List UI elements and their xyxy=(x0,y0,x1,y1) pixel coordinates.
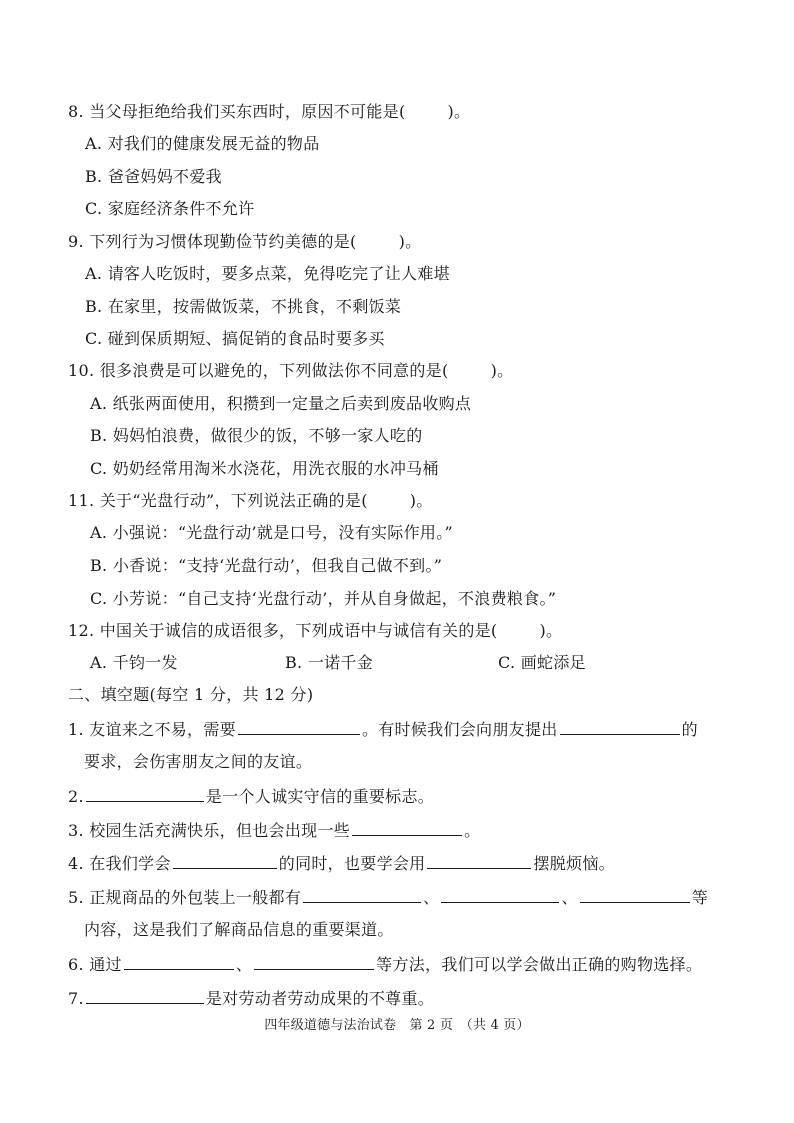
answer-blank xyxy=(254,954,374,970)
question-10-option-c: C. 奶奶经常用淘米水浇花，用洗衣服的水冲马桶 xyxy=(90,459,439,478)
question-11-option-b: B. 小香说：“支持‘光盘行动’，但我自己做不到。” xyxy=(90,556,443,575)
question-9-option-c: C. 碰到保质期短、搞促销的食品时要多买 xyxy=(85,329,385,348)
question-8-option-b: B. 爸爸妈妈不爱我 xyxy=(85,167,222,186)
question-9-option-a: A. 请客人吃饭时，要多点菜，免得吃完了让人难堪 xyxy=(85,264,450,283)
question-12-option-a: A. 千钧一发 xyxy=(90,653,178,672)
question-9-option-b: B. 在家里，按需做饭菜，不挑食，不剩饭菜 xyxy=(85,297,402,316)
question-10-option-b: B. 妈妈怕浪费，做很少的饭，不够一家人吃的 xyxy=(90,426,423,445)
fill-3: 3. 校园生活充满快乐，但也会出现一些 。 xyxy=(68,821,481,840)
fill-4: 4. 在我们学会 的同时，也要学会用 摆脱烦恼。 xyxy=(68,854,615,873)
answer-blank xyxy=(352,820,462,836)
fill-5: 5. 正规商品的外包装上一般都有 、 、 等 xyxy=(68,888,709,907)
answer-blank xyxy=(441,887,559,903)
question-12-stem: 12. 中国关于诚信的成语很多，下列成语中与诚信有关的是( )。 xyxy=(68,621,563,640)
question-11-stem: 11. 关于“光盘行动”，下列说法正确的是( )。 xyxy=(68,491,433,510)
page-footer: 四年级道德与法治试卷 第 2 页 （共 4 页） xyxy=(264,1018,530,1033)
question-8-stem: 8. 当父母拒绝给我们买东西时，原因不可能是( )。 xyxy=(68,102,471,121)
answer-blank xyxy=(580,887,690,903)
answer-blank xyxy=(560,719,680,735)
question-8-option-a: A. 对我们的健康发展无益的物品 xyxy=(85,134,320,153)
question-10-option-a: A. 纸张两面使用，积攒到一定量之后卖到废品收购点 xyxy=(90,394,472,413)
answer-blank xyxy=(303,887,421,903)
fill-2: 2. 是一个人诚实守信的重要标志。 xyxy=(68,787,435,806)
question-12-option-b: B. 一诺千金 xyxy=(285,653,374,672)
answer-blank xyxy=(86,786,204,802)
answer-blank xyxy=(86,988,204,1004)
fill-1-continued: 要求，会伤害朋友之间的友谊。 xyxy=(84,752,313,771)
fill-5-continued: 内容，这是我们了解商品信息的重要渠道。 xyxy=(84,920,394,939)
question-10-stem: 10. 很多浪费是可以避免的，下列做法你不同意的是( )。 xyxy=(68,361,514,380)
question-12-option-c: C. 画蛇添足 xyxy=(498,653,586,672)
fill-6: 6. 通过 、 等方法，我们可以学会做出正确的购物选择。 xyxy=(68,955,703,974)
section-2-title: 二、填空题(每空 1 分，共 12 分) xyxy=(68,685,314,704)
answer-blank xyxy=(124,954,234,970)
answer-blank xyxy=(173,853,277,869)
fill-1: 1. 友谊来之不易，需要 。有时候我们会向朋友提出 的 xyxy=(68,720,698,739)
question-11-option-a: A. 小强说：“光盘行动’就是口号，没有实际作用。” xyxy=(90,523,453,542)
answer-blank xyxy=(427,853,531,869)
question-11-option-c: C. 小芳说：“自己支持‘光盘行动’，并从自身做起，不浪费粮食。” xyxy=(90,589,557,608)
question-9-stem: 9. 下列行为习惯体现勤俭节约美德的是( )。 xyxy=(68,232,422,251)
question-8-option-c: C. 家庭经济条件不允许 xyxy=(85,199,255,218)
fill-7: 7. 是对劳动者劳动成果的不尊重。 xyxy=(68,989,435,1008)
answer-blank xyxy=(238,719,360,735)
